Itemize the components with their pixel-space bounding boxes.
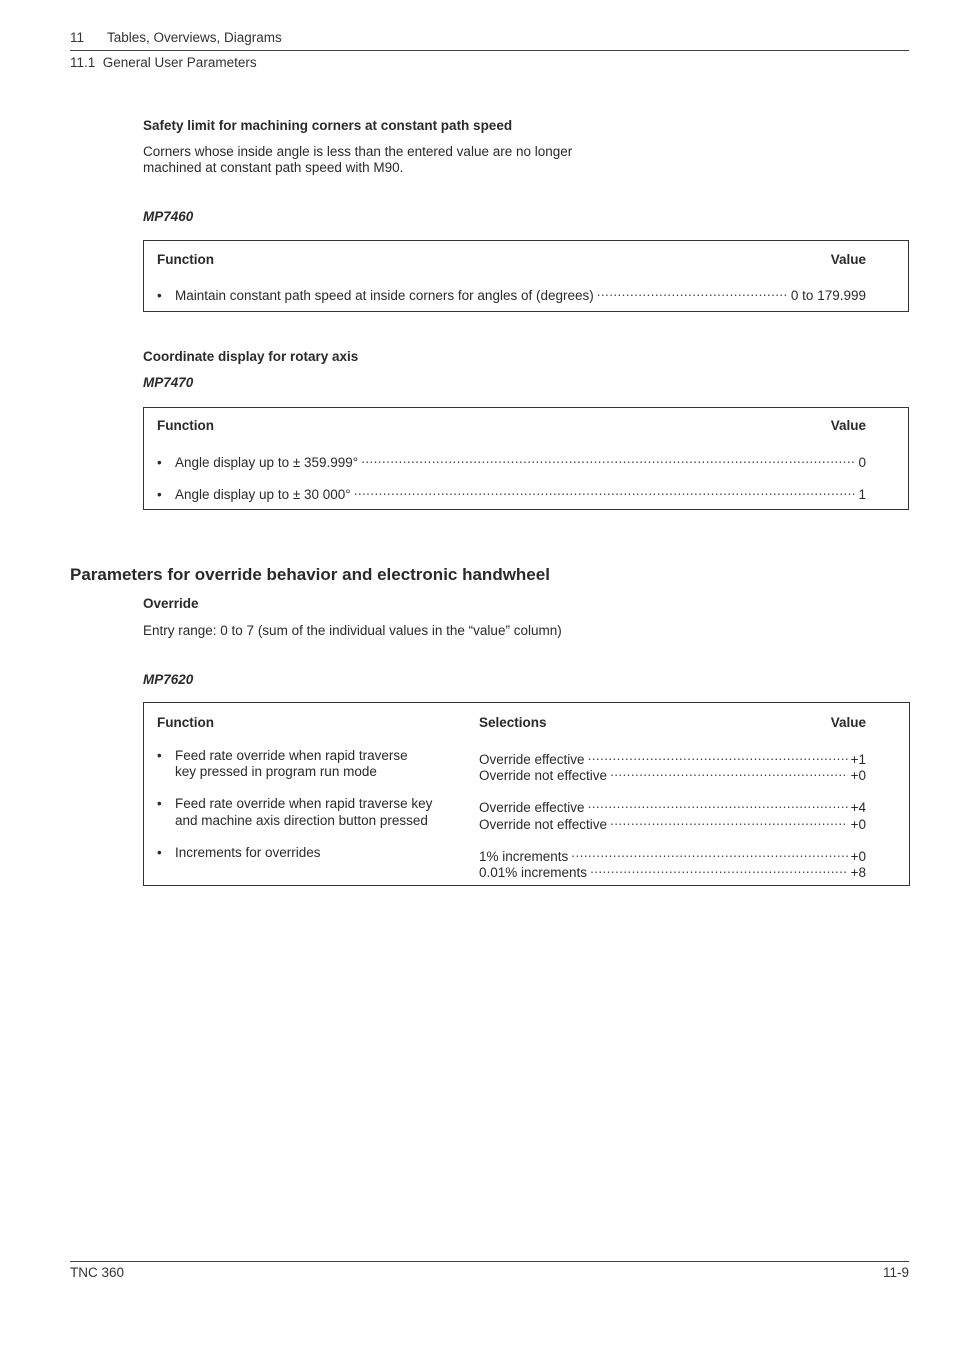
mp7460-table (143, 240, 909, 312)
selection-value: +1 (850, 752, 866, 767)
row-function: Angle display up to ± 30 000° (175, 487, 351, 502)
safety-desc-line2: machined at constant path speed with M90. (143, 160, 404, 175)
col-value-header: Value (830, 252, 866, 267)
selection-value: +8 (850, 865, 866, 880)
col-value-header: Value (830, 715, 866, 730)
table-row (157, 796, 432, 813)
row-function-line2: and machine axis direction button pressed (175, 813, 428, 828)
mp7470-table (143, 407, 909, 510)
selection-row (479, 813, 866, 832)
selection-value: +0 (850, 817, 866, 832)
col-function-header: Function (157, 715, 214, 730)
mp7460-label: MP7460 (143, 209, 194, 224)
selection-label: 1% increments (479, 849, 569, 864)
selection-label: 0.01% increments (479, 865, 588, 880)
footer-rule (70, 1261, 909, 1262)
table-row (157, 748, 408, 765)
bullet: • (157, 796, 162, 811)
dot-leader (588, 796, 848, 812)
page-number: 11-9 (882, 1265, 909, 1280)
mp7620-label: MP7620 (143, 672, 194, 687)
row-function-line1: Feed rate override when rapid traverse key (175, 796, 433, 811)
selection-row (479, 861, 866, 880)
selection-value: +4 (850, 800, 866, 815)
row-value: 0 to 179.999 (790, 288, 866, 303)
chapter-title: Tables, Overviews, Diagrams (107, 30, 282, 45)
section-title: 11.1 General User Parameters (70, 55, 257, 70)
selection-label: Override effective (479, 752, 585, 767)
selection-row (479, 764, 866, 783)
row-function-line2: key pressed in program run mode (175, 764, 377, 779)
dot-leader (590, 861, 848, 877)
rotary-heading: Coordinate display for rotary axis (143, 349, 359, 364)
dot-leader (610, 764, 848, 780)
table-row (157, 845, 321, 862)
dot-leader (597, 284, 788, 300)
table-row (157, 284, 866, 303)
safety-heading: Safety limit for machining corners at constant path speed (143, 118, 513, 133)
row-function-line1: Feed rate override when rapid traverse (175, 748, 408, 763)
col-function-header: Function (157, 418, 214, 433)
dot-leader (571, 845, 847, 861)
table-row (157, 451, 866, 470)
override-desc: Entry range: 0 to 7 (sum of the individual values in the “value” column) (143, 623, 562, 638)
bullet: • (157, 288, 162, 303)
table-row (157, 483, 866, 502)
row-function: Angle display up to ± 359.999° (175, 455, 359, 470)
selection-value: +0 (850, 768, 866, 783)
col-selections-header: Selections (479, 715, 547, 730)
bullet: • (157, 487, 162, 502)
row-function: Maintain constant path speed at inside corners for angles of (degrees) (175, 288, 594, 303)
footer-product: TNC 360 (70, 1265, 125, 1280)
col-value-header: Value (830, 418, 866, 433)
header-rule (70, 50, 909, 51)
bullet: • (157, 455, 162, 470)
dot-leader (354, 483, 856, 499)
row-function-line1: Increments for overrides (175, 845, 321, 860)
mp7620-table (143, 702, 910, 886)
selection-label: Override effective (479, 800, 585, 815)
col-function-header: Function (157, 252, 214, 267)
safety-desc-line1: Corners whose inside angle is less than the entered value are no longer (143, 144, 573, 159)
override-subheading: Override (143, 596, 199, 611)
chapter-number: 11 (70, 30, 85, 45)
selection-value: +0 (850, 849, 866, 864)
row-value: 1 (858, 487, 866, 502)
mp7470-label: MP7470 (143, 375, 194, 390)
row-value: 0 (858, 455, 866, 470)
selection-label: Override not effective (479, 768, 608, 783)
selection-label: Override not effective (479, 817, 608, 832)
bullet: • (157, 845, 162, 860)
dot-leader (610, 813, 848, 829)
dot-leader (361, 451, 855, 467)
dot-leader (588, 748, 848, 764)
bullet: • (157, 748, 162, 763)
override-section-heading: Parameters for override behavior and electronic handwheel (70, 565, 550, 584)
